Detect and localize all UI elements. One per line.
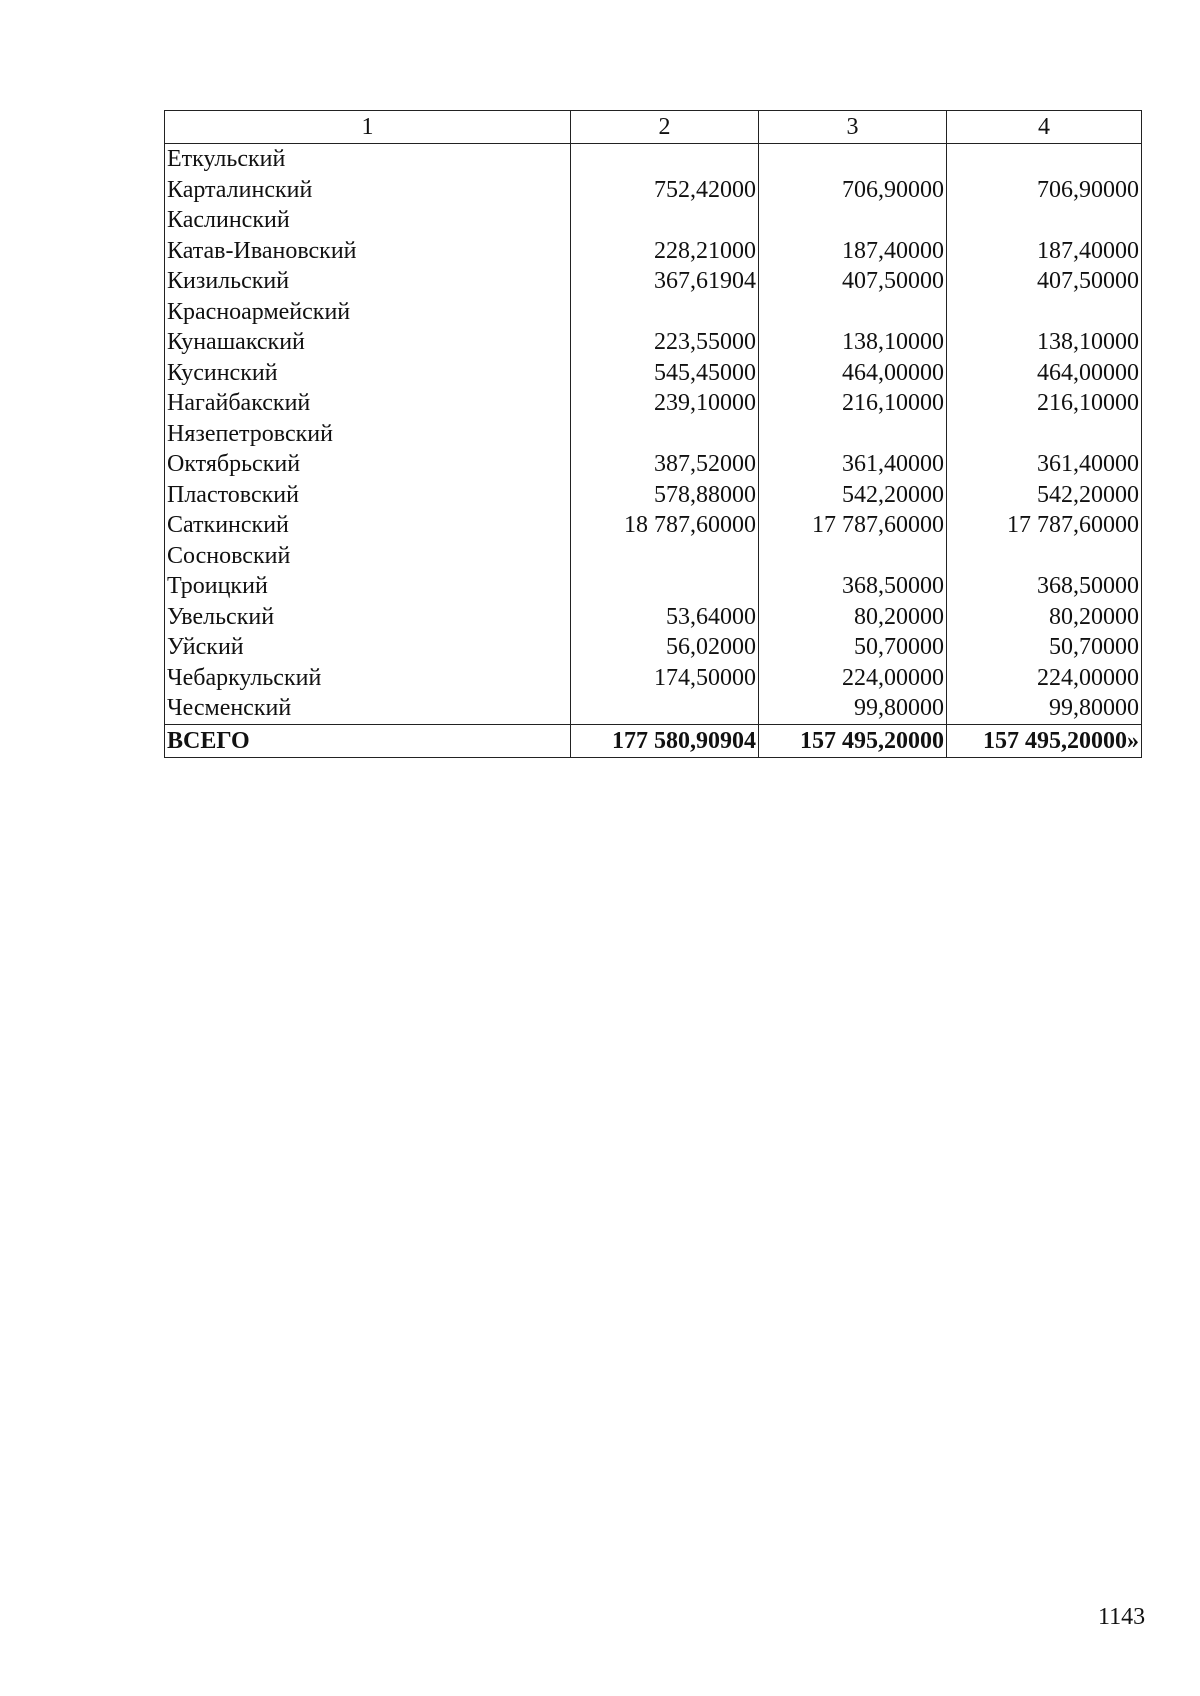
value-col-4: 368,50000 bbox=[947, 571, 1142, 602]
table-row bbox=[165, 663, 1142, 694]
column-header-3: 3 bbox=[759, 111, 947, 144]
value-col-3: 216,10000 bbox=[759, 388, 947, 419]
value-col-4: 542,20000 bbox=[947, 480, 1142, 511]
value-col-3: 224,00000 bbox=[759, 663, 947, 694]
district-name: Кизильский bbox=[165, 266, 571, 297]
value-col-4 bbox=[947, 144, 1142, 175]
district-name: Карталинский bbox=[165, 175, 571, 206]
table-row bbox=[165, 175, 1142, 206]
value-col-3: 542,20000 bbox=[759, 480, 947, 511]
value-col-3 bbox=[759, 144, 947, 175]
total-label: ВСЕГО bbox=[165, 724, 571, 757]
value-col-4: 407,50000 bbox=[947, 266, 1142, 297]
district-name: Троицкий bbox=[165, 571, 571, 602]
table-row bbox=[165, 144, 1142, 175]
district-name: Уйский bbox=[165, 632, 571, 663]
district-name: Чебаркульский bbox=[165, 663, 571, 694]
district-name: Еткульский bbox=[165, 144, 571, 175]
value-col-2: 578,88000 bbox=[571, 480, 759, 511]
value-col-4: 464,00000 bbox=[947, 358, 1142, 389]
table-row bbox=[165, 571, 1142, 602]
value-col-3: 17 787,60000 bbox=[759, 510, 947, 541]
value-col-4: 706,90000 bbox=[947, 175, 1142, 206]
table-header-row bbox=[165, 111, 1142, 144]
table-body bbox=[165, 144, 1142, 725]
table-row bbox=[165, 419, 1142, 450]
value-col-4: 361,40000 bbox=[947, 449, 1142, 480]
table-row bbox=[165, 358, 1142, 389]
value-col-3: 407,50000 bbox=[759, 266, 947, 297]
table-row bbox=[165, 327, 1142, 358]
total-value-3: 157 495,20000 bbox=[759, 724, 947, 757]
table-row bbox=[165, 388, 1142, 419]
value-col-2: 367,61904 bbox=[571, 266, 759, 297]
value-col-4: 99,80000 bbox=[947, 693, 1142, 724]
district-name: Чесменский bbox=[165, 693, 571, 724]
district-name: Красноармейский bbox=[165, 297, 571, 328]
value-col-2: 174,50000 bbox=[571, 663, 759, 694]
value-col-2: 18 787,60000 bbox=[571, 510, 759, 541]
value-col-2: 228,21000 bbox=[571, 236, 759, 267]
table-row bbox=[165, 449, 1142, 480]
table-row bbox=[165, 205, 1142, 236]
value-col-3: 80,20000 bbox=[759, 602, 947, 633]
value-col-3: 50,70000 bbox=[759, 632, 947, 663]
value-col-2: 223,55000 bbox=[571, 327, 759, 358]
districts-table bbox=[164, 110, 1142, 758]
value-col-3: 138,10000 bbox=[759, 327, 947, 358]
table-row bbox=[165, 541, 1142, 572]
value-col-4 bbox=[947, 205, 1142, 236]
district-name: Кусинский bbox=[165, 358, 571, 389]
table-row bbox=[165, 236, 1142, 267]
page-number: 1143 bbox=[1098, 1604, 1146, 1630]
district-name: Каслинский bbox=[165, 205, 571, 236]
total-value-2: 177 580,90904 bbox=[571, 724, 759, 757]
district-name: Сосновский bbox=[165, 541, 571, 572]
total-row bbox=[165, 724, 1142, 757]
district-name: Нагайбакский bbox=[165, 388, 571, 419]
value-col-4: 80,20000 bbox=[947, 602, 1142, 633]
table-row bbox=[165, 632, 1142, 663]
value-col-4: 138,10000 bbox=[947, 327, 1142, 358]
value-col-3 bbox=[759, 205, 947, 236]
value-col-2: 56,02000 bbox=[571, 632, 759, 663]
value-col-2: 545,45000 bbox=[571, 358, 759, 389]
value-col-4: 224,00000 bbox=[947, 663, 1142, 694]
table-row bbox=[165, 297, 1142, 328]
district-name: Нязепетровский bbox=[165, 419, 571, 450]
district-name: Саткинский bbox=[165, 510, 571, 541]
value-col-3: 187,40000 bbox=[759, 236, 947, 267]
table-row bbox=[165, 510, 1142, 541]
value-col-2 bbox=[571, 205, 759, 236]
table-row bbox=[165, 480, 1142, 511]
column-header-2: 2 bbox=[571, 111, 759, 144]
value-col-2: 53,64000 bbox=[571, 602, 759, 633]
value-col-4 bbox=[947, 297, 1142, 328]
value-col-2: 239,10000 bbox=[571, 388, 759, 419]
value-col-3 bbox=[759, 541, 947, 572]
value-col-2 bbox=[571, 541, 759, 572]
table-row bbox=[165, 266, 1142, 297]
value-col-4: 187,40000 bbox=[947, 236, 1142, 267]
value-col-2 bbox=[571, 144, 759, 175]
total-value-4: 157 495,20000» bbox=[947, 724, 1142, 757]
value-col-3: 706,90000 bbox=[759, 175, 947, 206]
district-name: Октябрьский bbox=[165, 449, 571, 480]
value-col-4: 17 787,60000 bbox=[947, 510, 1142, 541]
district-name: Увельский bbox=[165, 602, 571, 633]
value-col-2 bbox=[571, 571, 759, 602]
value-col-3 bbox=[759, 419, 947, 450]
table-row bbox=[165, 602, 1142, 633]
value-col-2: 752,42000 bbox=[571, 175, 759, 206]
district-name: Кунашакский bbox=[165, 327, 571, 358]
district-name: Пластовский bbox=[165, 480, 571, 511]
value-col-4 bbox=[947, 419, 1142, 450]
value-col-2 bbox=[571, 297, 759, 328]
value-col-3: 99,80000 bbox=[759, 693, 947, 724]
value-col-3: 464,00000 bbox=[759, 358, 947, 389]
value-col-4: 50,70000 bbox=[947, 632, 1142, 663]
value-col-4 bbox=[947, 541, 1142, 572]
value-col-2 bbox=[571, 419, 759, 450]
district-name: Катав-Ивановский bbox=[165, 236, 571, 267]
column-header-4: 4 bbox=[947, 111, 1142, 144]
table-row bbox=[165, 693, 1142, 724]
value-col-3 bbox=[759, 297, 947, 328]
column-header-1: 1 bbox=[165, 111, 571, 144]
value-col-2: 387,52000 bbox=[571, 449, 759, 480]
value-col-3: 361,40000 bbox=[759, 449, 947, 480]
value-col-2 bbox=[571, 693, 759, 724]
value-col-3: 368,50000 bbox=[759, 571, 947, 602]
value-col-4: 216,10000 bbox=[947, 388, 1142, 419]
